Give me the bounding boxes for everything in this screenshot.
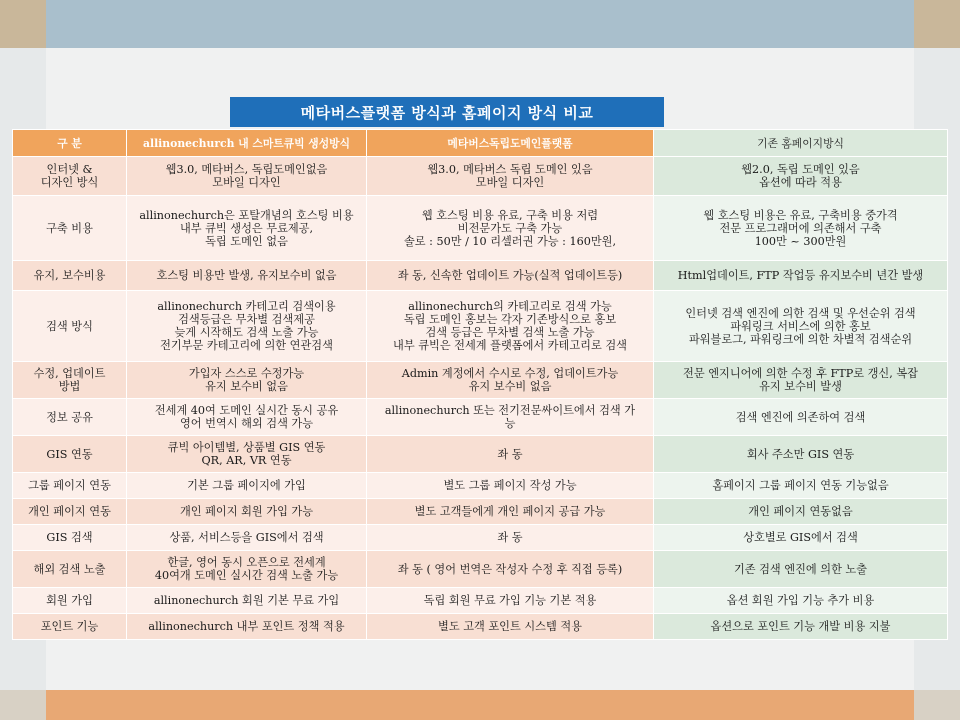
legacy-homepage-cell: 웹 호스팅 비용은 유료, 구축비용 중가격 전문 프로그래머에 의존해서 구축 100만 ~ 300만원 (654, 196, 948, 261)
smart-cubic-cell: allinonechurch은 포탈개념의 호스팅 비용 내부 큐빅 생성은 무료제공, 독립 도메인 없음 (127, 196, 367, 261)
metaverse-platform-cell: allinonechurch의 카테고리로 검색 가능 독립 도메인 홍보는 각자 기존방식으로 홍보 검색 등급은 무차별 검색 노출 가능 내부 큐빅은 전세계 플랫폼에서 카테고리로 검색 (367, 291, 654, 362)
row-category-cell: GIS 연동 (13, 436, 127, 473)
legacy-homepage-cell: Html업데이트, FTP 작업등 유지보수비 년간 발생 (654, 261, 948, 291)
table-row (13, 157, 948, 196)
table-row (13, 499, 948, 525)
smart-cubic-cell: 기본 그룹 페이지에 가입 (127, 473, 367, 499)
top-right-decor (914, 0, 960, 48)
table-header-row (13, 130, 948, 157)
metaverse-platform-cell: Admin 계정에서 수시로 수정, 업데이트가능 유지 보수비 없음 (367, 362, 654, 399)
metaverse-platform-cell: 웹3.0, 메타버스 독립 도메인 있음 모바일 디자인 (367, 157, 654, 196)
smart-cubic-cell: 웹3.0, 메타버스, 독립도메인없음 모바일 디자인 (127, 157, 367, 196)
bottom-decor-band (0, 690, 960, 720)
table-row (13, 473, 948, 499)
header-metaverse-platform: 메타버스독립도메인플랫폼 (367, 130, 654, 157)
row-category-cell: 인터넷 & 디자인 방식 (13, 157, 127, 196)
table-row (13, 261, 948, 291)
metaverse-platform-cell: 좌 동, 신속한 업데이트 가능(실적 업데이트등) (367, 261, 654, 291)
row-category-cell: 구축 비용 (13, 196, 127, 261)
row-category-cell: 개인 페이지 연동 (13, 499, 127, 525)
smart-cubic-cell: 전세계 40여 도메인 실시간 동시 공유 영어 번역시 해외 검색 가능 (127, 399, 367, 436)
table-row (13, 362, 948, 399)
comparison-table (12, 129, 948, 640)
legacy-homepage-cell: 기존 검색 엔진에 의한 노출 (654, 551, 948, 588)
bottom-left-decor (0, 690, 46, 720)
smart-cubic-cell: 상품, 서비스등을 GIS에서 검색 (127, 525, 367, 551)
metaverse-platform-cell: 웹 호스팅 비용 유료, 구축 비용 저렴 비전문가도 구축 가능 솔로 : 50만 / 10 리셀러권 가능 : 160만원, (367, 196, 654, 261)
table-row (13, 196, 948, 261)
metaverse-platform-cell: 좌 동 (367, 525, 654, 551)
header-category: 구 분 (13, 130, 127, 157)
legacy-homepage-cell: 검색 엔진에 의존하여 검색 (654, 399, 948, 436)
smart-cubic-cell: 호스팅 비용만 발생, 유지보수비 없음 (127, 261, 367, 291)
table-row (13, 551, 948, 588)
top-decor-band (0, 0, 960, 48)
smart-cubic-cell: 가입자 스스로 수정가능 유지 보수비 없음 (127, 362, 367, 399)
legacy-homepage-cell: 상호별로 GIS에서 검색 (654, 525, 948, 551)
slide-title: 메타버스플랫폼 방식과 홈페이지 방식 비교 (230, 97, 664, 127)
smart-cubic-cell: 개인 페이지 회원 가입 가능 (127, 499, 367, 525)
smart-cubic-cell: allinonechurch 회원 기본 무료 가입 (127, 588, 367, 614)
smart-cubic-cell: 한글, 영어 동시 오픈으로 전세계 40여개 도메인 실시간 검색 노출 가능 (127, 551, 367, 588)
top-left-decor (0, 0, 46, 48)
row-category-cell: 그룹 페이지 연동 (13, 473, 127, 499)
legacy-homepage-cell: 회사 주소만 GIS 연동 (654, 436, 948, 473)
table-row (13, 588, 948, 614)
smart-cubic-cell: allinonechurch 카테고리 검색이용 검색등급은 무차별 검색제공 늦게 시작해도 검색 노출 가능 전기부문 카테고리에 의한 연관검색 (127, 291, 367, 362)
metaverse-platform-cell: 별도 그룹 페이지 작성 가능 (367, 473, 654, 499)
table-row (13, 436, 948, 473)
metaverse-platform-cell: 별도 고객 포인트 시스템 적용 (367, 614, 654, 640)
header-smart-cubic: allinonechurch 내 스마트큐빅 생성방식 (127, 130, 367, 157)
row-category-cell: 유지, 보수비용 (13, 261, 127, 291)
legacy-homepage-cell: 개인 페이지 연동없음 (654, 499, 948, 525)
bottom-right-decor (914, 690, 960, 720)
legacy-homepage-cell: 홈페이지 그룹 페이지 연동 기능없음 (654, 473, 948, 499)
row-category-cell: 포인트 기능 (13, 614, 127, 640)
legacy-homepage-cell: 웹2.0, 독립 도메인 있음 옵션에 따라 적용 (654, 157, 948, 196)
metaverse-platform-cell: 좌 동 ( 영어 번역은 작성자 수정 후 직접 등록) (367, 551, 654, 588)
row-category-cell: GIS 검색 (13, 525, 127, 551)
metaverse-platform-cell: 별도 고객들에게 개인 페이지 공급 가능 (367, 499, 654, 525)
row-category-cell: 회원 가입 (13, 588, 127, 614)
row-category-cell: 정보 공유 (13, 399, 127, 436)
row-category-cell: 해외 검색 노출 (13, 551, 127, 588)
metaverse-platform-cell: 좌 동 (367, 436, 654, 473)
metaverse-platform-cell: 독립 회원 무료 가입 기능 기본 적용 (367, 588, 654, 614)
legacy-homepage-cell: 인터넷 검색 엔진에 의한 검색 및 우선순위 검색 파워링크 서비스에 의한 홍보 파워블로그, 파워링크에 의한 차별적 검색순위 (654, 291, 948, 362)
table-row (13, 525, 948, 551)
legacy-homepage-cell: 전문 엔지니어에 의한 수정 후 FTP로 갱신, 복잡 유지 보수비 발생 (654, 362, 948, 399)
row-category-cell: 검색 방식 (13, 291, 127, 362)
legacy-homepage-cell: 옵션 회원 가입 기능 추가 비용 (654, 588, 948, 614)
row-category-cell: 수정, 업데이트 방법 (13, 362, 127, 399)
table-row (13, 614, 948, 640)
table-row (13, 291, 948, 362)
table-row (13, 399, 948, 436)
header-legacy-homepage: 기존 홈페이지방식 (654, 130, 948, 157)
legacy-homepage-cell: 옵션으로 포인트 기능 개발 비용 지불 (654, 614, 948, 640)
metaverse-platform-cell: allinonechurch 또는 전기전문싸이트에서 검색 가 능 (367, 399, 654, 436)
smart-cubic-cell: 큐빅 아이템별, 상품별 GIS 연동 QR, AR, VR 연동 (127, 436, 367, 473)
smart-cubic-cell: allinonechurch 내부 포인트 정책 적용 (127, 614, 367, 640)
